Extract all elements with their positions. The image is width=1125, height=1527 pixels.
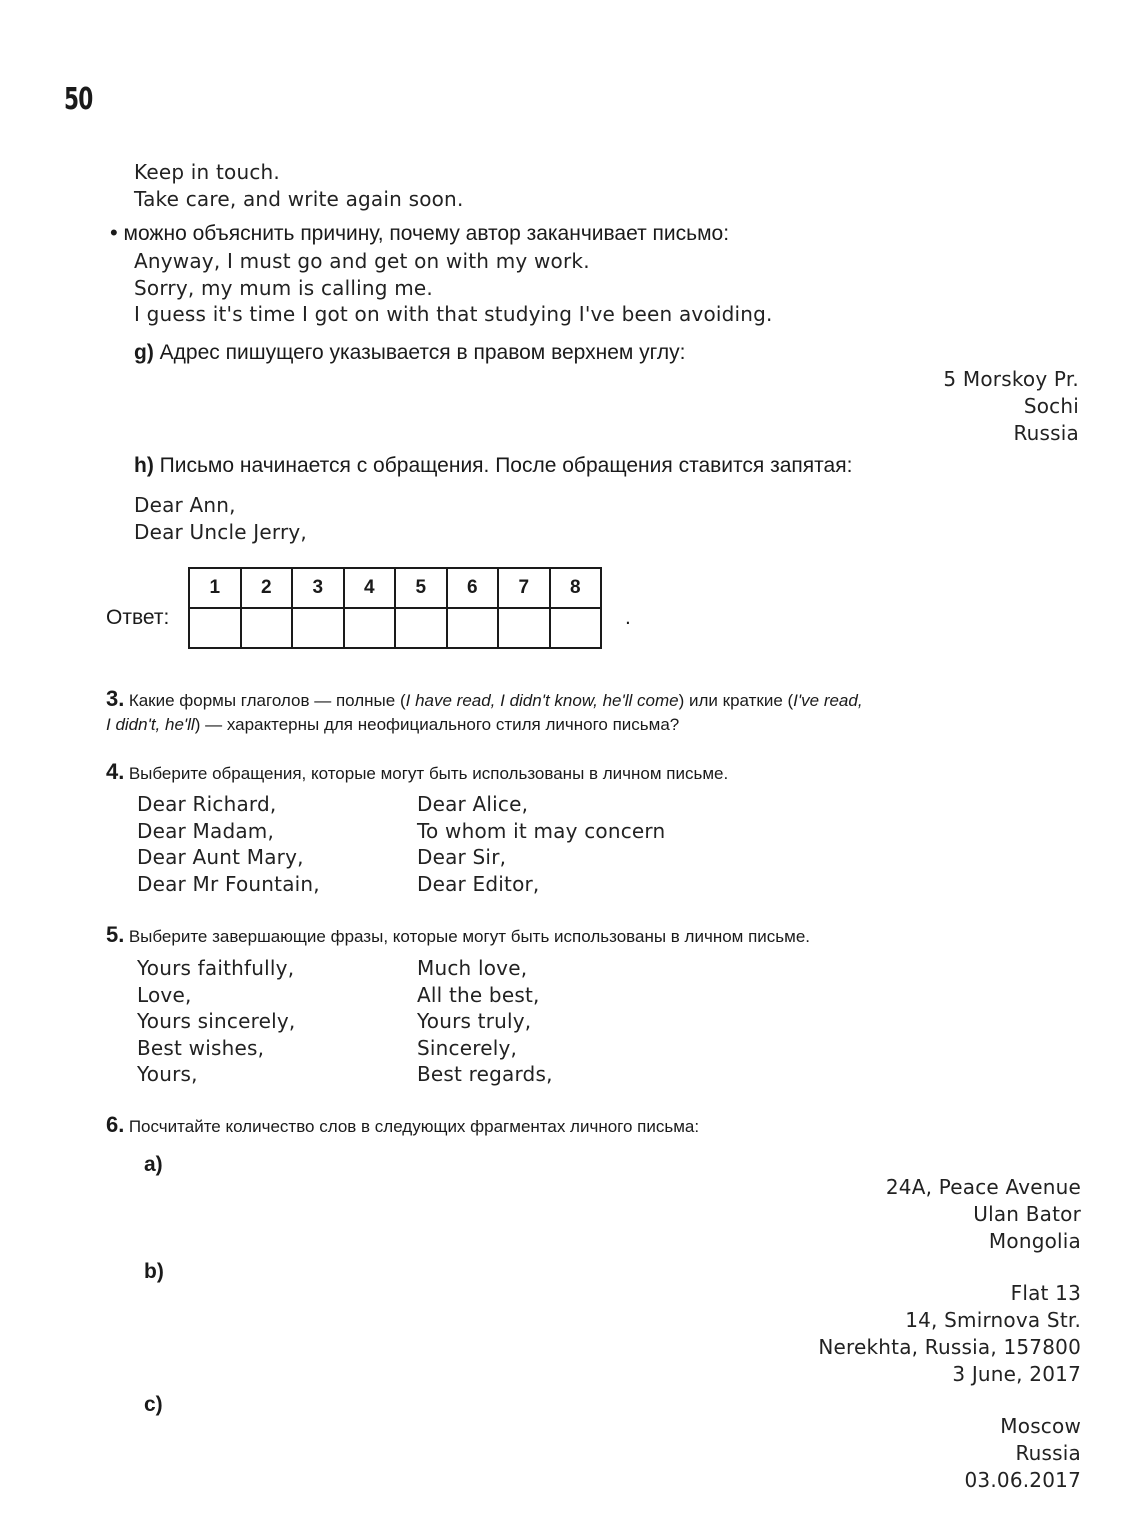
- item-h: [134, 454, 852, 478]
- task-3-text: Какие формы глаголов — полные (: [128, 691, 406, 710]
- phrase-take-care: Take care, and write again soon.: [134, 187, 464, 211]
- task-4-heading: [106, 759, 728, 785]
- list-item: All the best,: [417, 982, 540, 1007]
- address-line: Russia: [1015, 1441, 1081, 1465]
- list-item: Dear Madam,: [137, 818, 275, 843]
- task-3-number: 3.: [106, 686, 125, 711]
- address-line: 03.06.2017: [964, 1468, 1081, 1492]
- item-g-text: Адрес пишущего указывается в правом верхнем углу:: [159, 341, 686, 364]
- task-5-number: 5.: [106, 922, 125, 947]
- list-item: Best wishes,: [137, 1035, 265, 1060]
- answer-col-header: 1: [189, 568, 241, 608]
- task-6-number: 6.: [106, 1112, 125, 1137]
- task-5-heading: [106, 922, 810, 948]
- list-item: Dear Richard,: [137, 792, 277, 816]
- bullet-icon: •: [110, 220, 118, 245]
- reason-phrase: I guess it's time I got on with that studying I've been avoiding.: [134, 302, 773, 326]
- list-item: Best regards,: [417, 1062, 553, 1087]
- address-line: Ulan Bator: [973, 1202, 1081, 1226]
- item-h-label: h): [134, 454, 154, 477]
- address-line: 14, Smirnova Str.: [905, 1308, 1081, 1332]
- reason-phrase: Anyway, I must go and get on with my work.: [134, 249, 590, 273]
- list-item: Dear Sir,: [417, 845, 507, 870]
- address-b: [818, 1280, 1081, 1388]
- task-4-text: Выберите обращения, которые могут быть использованы в личном письме.: [128, 764, 729, 783]
- task-4-number: 4.: [106, 759, 125, 784]
- answer-cell[interactable]: [292, 608, 344, 648]
- page-number: 50: [64, 82, 93, 117]
- item-g-label: g): [134, 341, 154, 364]
- address-line: Mongolia: [988, 1229, 1081, 1253]
- answer-cell[interactable]: [550, 608, 602, 648]
- greeting: Dear Uncle Jerry,: [134, 520, 307, 544]
- answer-col-header: 2: [241, 568, 293, 608]
- answer-cell[interactable]: [241, 608, 293, 648]
- task-5-left-list: [137, 955, 295, 1088]
- task-5-right-list: [417, 955, 553, 1088]
- task-3: [106, 687, 1096, 737]
- answer-period: .: [625, 606, 631, 629]
- task-3-italic: I've read,: [793, 691, 863, 710]
- bullet-line: [110, 220, 729, 246]
- phrase-keep-in-touch: Keep in touch.: [134, 160, 280, 184]
- task-6-text: Посчитайте количество слов в следующих фрагментах личного письма:: [128, 1117, 700, 1136]
- address-line: 5 Morskoy Pr.: [943, 367, 1079, 391]
- answer-input-row: [189, 608, 601, 648]
- list-item: Much love,: [417, 956, 528, 980]
- address-line: 24A, Peace Avenue: [885, 1175, 1081, 1199]
- answer-cell[interactable]: [344, 608, 396, 648]
- address-g: [943, 366, 1079, 447]
- address-line: Nerekhta, Russia, 157800: [818, 1335, 1081, 1359]
- task-3-italic: I have read, I didn't know, he'll come: [405, 691, 679, 710]
- reason-phrase: Sorry, my mum is calling me.: [134, 276, 433, 300]
- list-item: Yours truly,: [417, 1009, 532, 1034]
- answer-col-header: 5: [395, 568, 447, 608]
- item-g: [134, 341, 685, 365]
- list-item: Dear Editor,: [417, 871, 540, 896]
- task-6-b-label: b): [144, 1260, 164, 1283]
- list-item: Yours,: [137, 1062, 198, 1087]
- task-3-text: ) — характерны для неофициального стиля личного письма?: [194, 715, 680, 734]
- task-6-a-label: a): [144, 1153, 163, 1176]
- address-line: Sochi: [1023, 394, 1079, 418]
- answer-table: [188, 567, 602, 649]
- answer-cell[interactable]: [498, 608, 550, 648]
- task-4-right-list: [417, 791, 665, 897]
- list-item: Yours sincerely,: [137, 1009, 296, 1034]
- answer-cell[interactable]: [395, 608, 447, 648]
- list-item: Dear Aunt Mary,: [137, 845, 304, 870]
- address-a: [886, 1174, 1081, 1255]
- address-c: [964, 1413, 1081, 1494]
- list-item: To whom it may concern: [417, 818, 666, 843]
- list-item: Yours faithfully,: [137, 956, 295, 980]
- answer-col-header: 3: [292, 568, 344, 608]
- answer-header-row: [189, 568, 601, 608]
- address-line: Flat 13: [1010, 1281, 1081, 1305]
- task-5-text: Выберите завершающие фразы, которые могут быть использованы в личном письме.: [128, 927, 810, 946]
- greeting: Dear Ann,: [134, 493, 236, 517]
- answer-cell[interactable]: [189, 608, 241, 648]
- answer-col-header: 6: [447, 568, 499, 608]
- task-4-left-list: [137, 791, 320, 897]
- address-line: Moscow: [1000, 1414, 1081, 1438]
- list-item: Sincerely,: [417, 1035, 518, 1060]
- answer-cell[interactable]: [447, 608, 499, 648]
- item-h-text: Письмо начинается с обращения. После обращения ставится запятая:: [159, 454, 853, 477]
- list-item: Love,: [137, 982, 192, 1007]
- address-line: 3 June, 2017: [952, 1362, 1081, 1386]
- task-3-italic: I didn't, he'll: [106, 715, 195, 734]
- task-6-c-label: c): [144, 1393, 163, 1416]
- list-item: Dear Mr Fountain,: [137, 871, 320, 896]
- bullet-text: можно объяснить причину, почему автор заканчивает письмо:: [123, 222, 730, 245]
- task-6-heading: [106, 1112, 699, 1138]
- answer-col-header: 7: [498, 568, 550, 608]
- answer-label: Ответ:: [106, 606, 170, 629]
- task-3-text: ) или краткие (: [678, 691, 794, 710]
- list-item: Dear Alice,: [417, 792, 529, 816]
- answer-col-header: 8: [550, 568, 602, 608]
- answer-col-header: 4: [344, 568, 396, 608]
- address-line: Russia: [1013, 421, 1079, 445]
